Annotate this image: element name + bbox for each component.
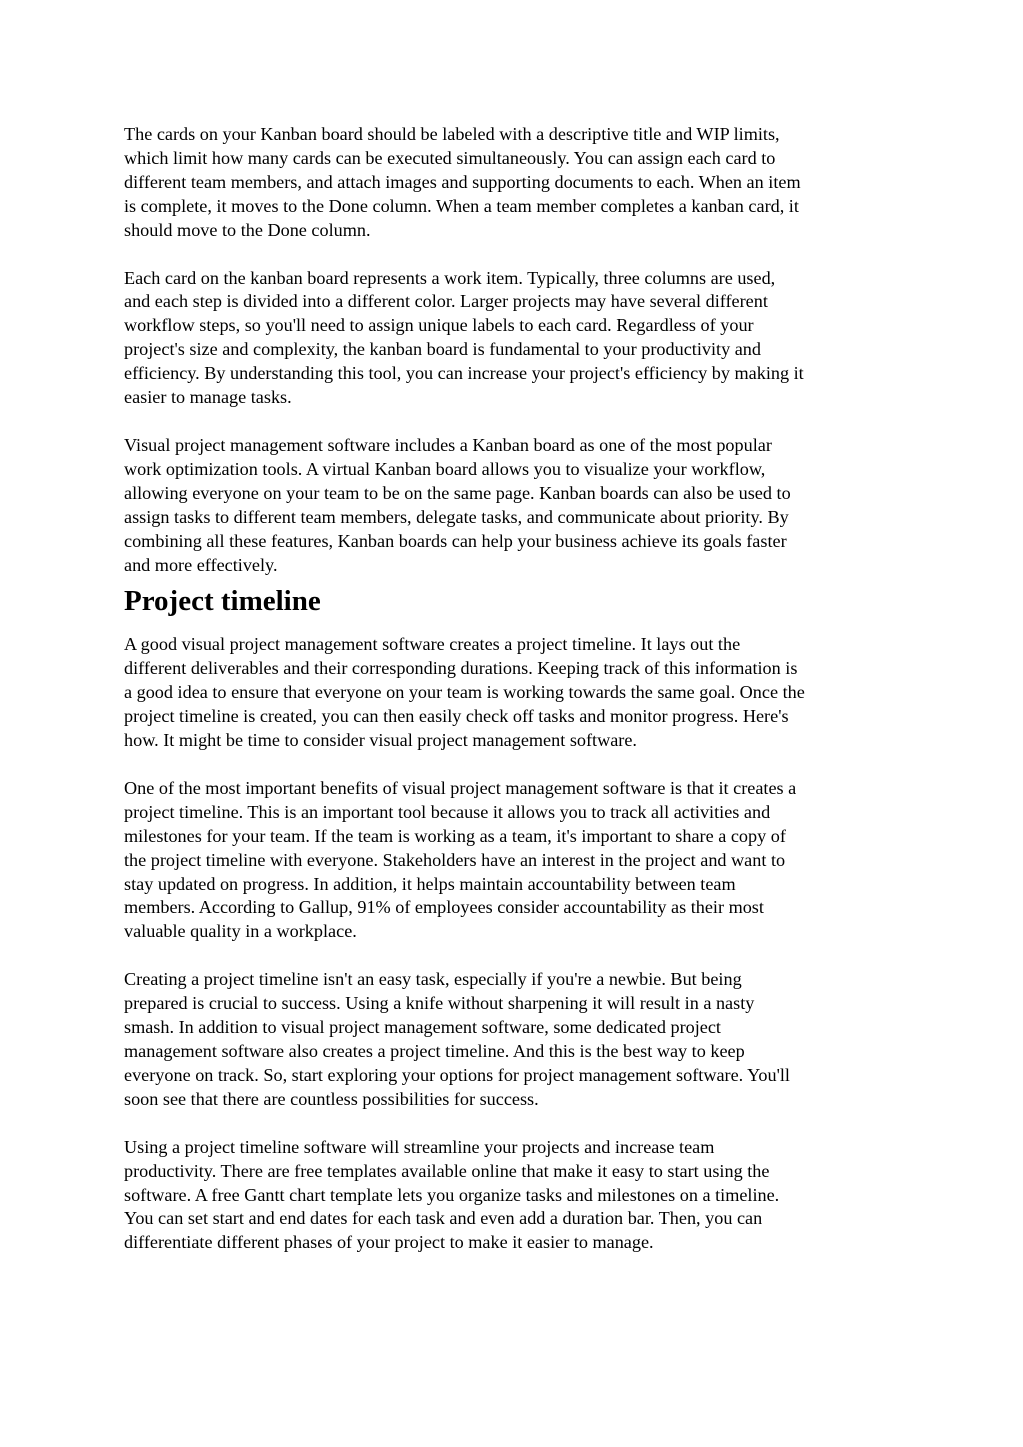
text-line: Visual project management software includes a Kanban board as one of the most popular bbox=[124, 434, 772, 455]
paragraph-spacer bbox=[124, 243, 900, 267]
text-line: different deliverables and their corresponding durations. Keeping track of this information is bbox=[124, 658, 798, 679]
text-line: software. A free Gantt chart template lets you organize tasks and milestones on a timeline. bbox=[124, 1184, 780, 1205]
text-line: The cards on your Kanban board should be labeled with a descriptive title and WIP limits, bbox=[124, 124, 780, 144]
paragraph-spacer bbox=[124, 1112, 900, 1136]
text-line: management software also creates a project timeline. And this is the best way to keep bbox=[124, 1041, 745, 1061]
text-line: Each card on the kanban board represents a work item. Typically, three columns are used, bbox=[124, 267, 776, 288]
text-line: A good visual project management software creates a project timeline. It lays out the bbox=[124, 634, 741, 655]
text-line: everyone on track. So, start exploring your options for project management software. You'll bbox=[124, 1064, 790, 1085]
text-line: members. According to Gallup, 91% of employees consider accountability as their most bbox=[124, 897, 764, 918]
paragraph-timeline-intro bbox=[124, 633, 900, 753]
text-line: how. It might be time to consider visual project management software. bbox=[124, 730, 637, 751]
text-line: soon see that there are countless possibilities for success. bbox=[124, 1088, 539, 1109]
text-line: and more effectively. bbox=[124, 554, 278, 575]
text-line: productivity. There are free templates available online that make it easy to start using the bbox=[124, 1160, 770, 1181]
text-line: workflow steps, so you'll need to assign unique labels to each card. Regardless of your bbox=[124, 315, 754, 336]
paragraph-kanban-cards bbox=[124, 123, 900, 243]
text-line: valuable quality in a workplace. bbox=[124, 921, 357, 942]
text-line: should move to the Done column. bbox=[124, 219, 371, 240]
text-line: smash. In addition to visual project management software, some dedicated project bbox=[124, 1017, 721, 1038]
text-line: project's size and complexity, the kanban board is fundamental to your productivity and bbox=[124, 339, 761, 360]
section-heading-project-timeline: Project timeline bbox=[124, 585, 321, 618]
text-line: combining all these features, Kanban boards can help your business achieve its goals faster bbox=[124, 530, 787, 551]
text-line: which limit how many cards can be executed simultaneously. You can assign each card to bbox=[124, 147, 776, 168]
text-line: easier to manage tasks. bbox=[124, 387, 292, 408]
paragraph-timeline-software bbox=[124, 1136, 900, 1256]
text-line: and each step is divided into a different color. Larger projects may have several different bbox=[124, 291, 768, 312]
paragraph-timeline-creating bbox=[124, 968, 900, 1111]
text-line: allowing everyone on your team to be on the same page. Kanban boards can also be used to bbox=[124, 482, 791, 503]
paragraph-spacer bbox=[124, 753, 900, 777]
text-line: project timeline is created, you can then easily check off tasks and monitor progress. Here's bbox=[124, 706, 789, 727]
text-line: Creating a project timeline isn't an easy task, especially if you're a newbie. But being bbox=[124, 969, 742, 990]
text-line: You can set start and end dates for each task and even add a duration bar. Then, you can bbox=[124, 1208, 763, 1229]
text-line: Using a project timeline software will streamline your projects and increase team bbox=[124, 1136, 715, 1157]
paragraph-spacer bbox=[124, 410, 900, 434]
text-line: a good idea to ensure that everyone on your team is working towards the same goal. Once the bbox=[124, 682, 805, 703]
paragraph-timeline-benefits bbox=[124, 777, 900, 944]
text-line: the project timeline with everyone. Stakeholders have an interest in the project and want to bbox=[124, 849, 786, 870]
paragraph-kanban-work-item bbox=[124, 267, 900, 410]
text-line: prepared is crucial to success. Using a knife without sharpening it will result in a nasty bbox=[124, 993, 755, 1014]
text-line: milestones for your team. If the team is working as a team, it's important to share a copy of bbox=[124, 825, 786, 846]
text-line: efficiency. By understanding this tool, you can increase your project's efficiency by making it bbox=[124, 363, 804, 384]
text-line: differentiate different phases of your project to make it easier to manage. bbox=[124, 1232, 654, 1253]
text-line: assign tasks to different team members, delegate tasks, and communicate about priority. By bbox=[124, 506, 789, 527]
paragraph-spacer bbox=[124, 944, 900, 968]
text-line: stay updated on progress. In addition, it helps maintain accountability between team bbox=[124, 873, 736, 894]
text-line: different team members, and attach images and supporting documents to each. When an item bbox=[124, 171, 801, 192]
text-line: work optimization tools. A virtual Kanban board allows you to visualize your workflow, bbox=[124, 458, 766, 479]
text-line: project timeline. This is an important tool because it allows you to track all activities and bbox=[124, 801, 771, 822]
paragraph-visual-pm-kanban bbox=[124, 434, 900, 577]
text-line: One of the most important benefits of visual project management software is that it creates a bbox=[124, 777, 797, 798]
text-line: is complete, it moves to the Done column. When a team member completes a kanban card, it bbox=[124, 195, 799, 216]
document-page bbox=[124, 123, 900, 1255]
